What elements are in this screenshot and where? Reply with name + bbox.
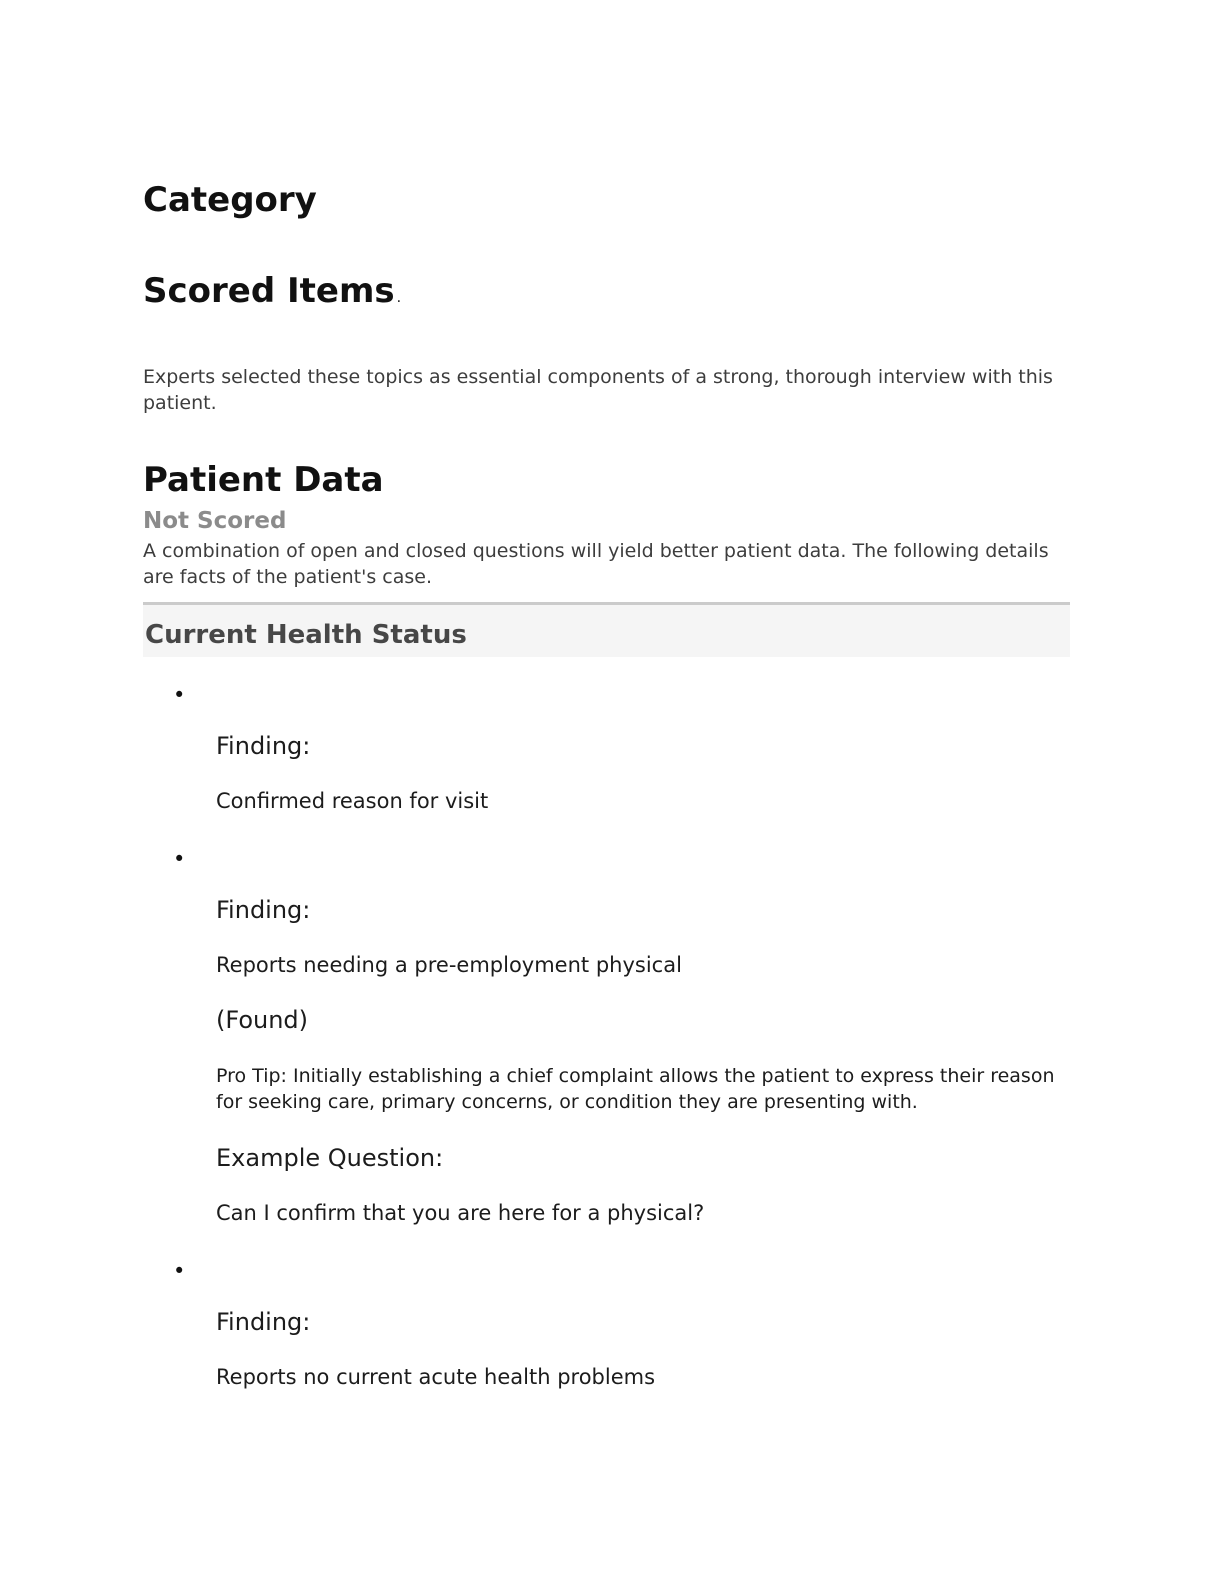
patient-data-title: Patient Data xyxy=(143,459,384,500)
intro-text: Experts selected these topics as essential components of a strong, thorough interview with this patient. xyxy=(143,365,1053,414)
finding-text: Reports no current acute health problems xyxy=(216,1365,656,1390)
not-scored-label: Not Scored xyxy=(143,508,287,535)
finding-label: • Finding: xyxy=(216,1308,311,1337)
found-status: (Found) xyxy=(216,1006,309,1035)
report-page xyxy=(143,0,1070,1389)
example-question-label: Example Question: xyxy=(216,1144,444,1173)
finding-item xyxy=(216,849,1070,1225)
example-question-text: Can I confirm that you are here for a physical? xyxy=(216,1201,705,1226)
patient-data-description: A combination of open and closed questions will yield better patient data. The following details are facts of the patient's case. xyxy=(143,539,1049,588)
scored-items-title: Scored Items xyxy=(143,270,395,311)
finding-label: • Finding: xyxy=(216,732,311,761)
finding-item xyxy=(216,685,1070,813)
category-heading: Category xyxy=(143,180,317,220)
findings-list xyxy=(143,685,1070,1389)
scored-items-heading xyxy=(143,271,1070,312)
finding-text: Reports needing a pre-employment physical xyxy=(216,953,682,978)
finding-label: • Finding: xyxy=(216,896,311,925)
pro-tip-text: Pro Tip: Initially establishing a chief complaint allows the patient to express their reason for seeking care, primary concerns, or condition they are presenting with. xyxy=(216,1065,1055,1114)
finding-text: Confirmed reason for visit xyxy=(216,789,489,814)
section-header-current-health-status: Current Health Status xyxy=(143,602,1070,657)
scored-items-period: . xyxy=(396,289,402,306)
finding-item xyxy=(216,1261,1070,1389)
